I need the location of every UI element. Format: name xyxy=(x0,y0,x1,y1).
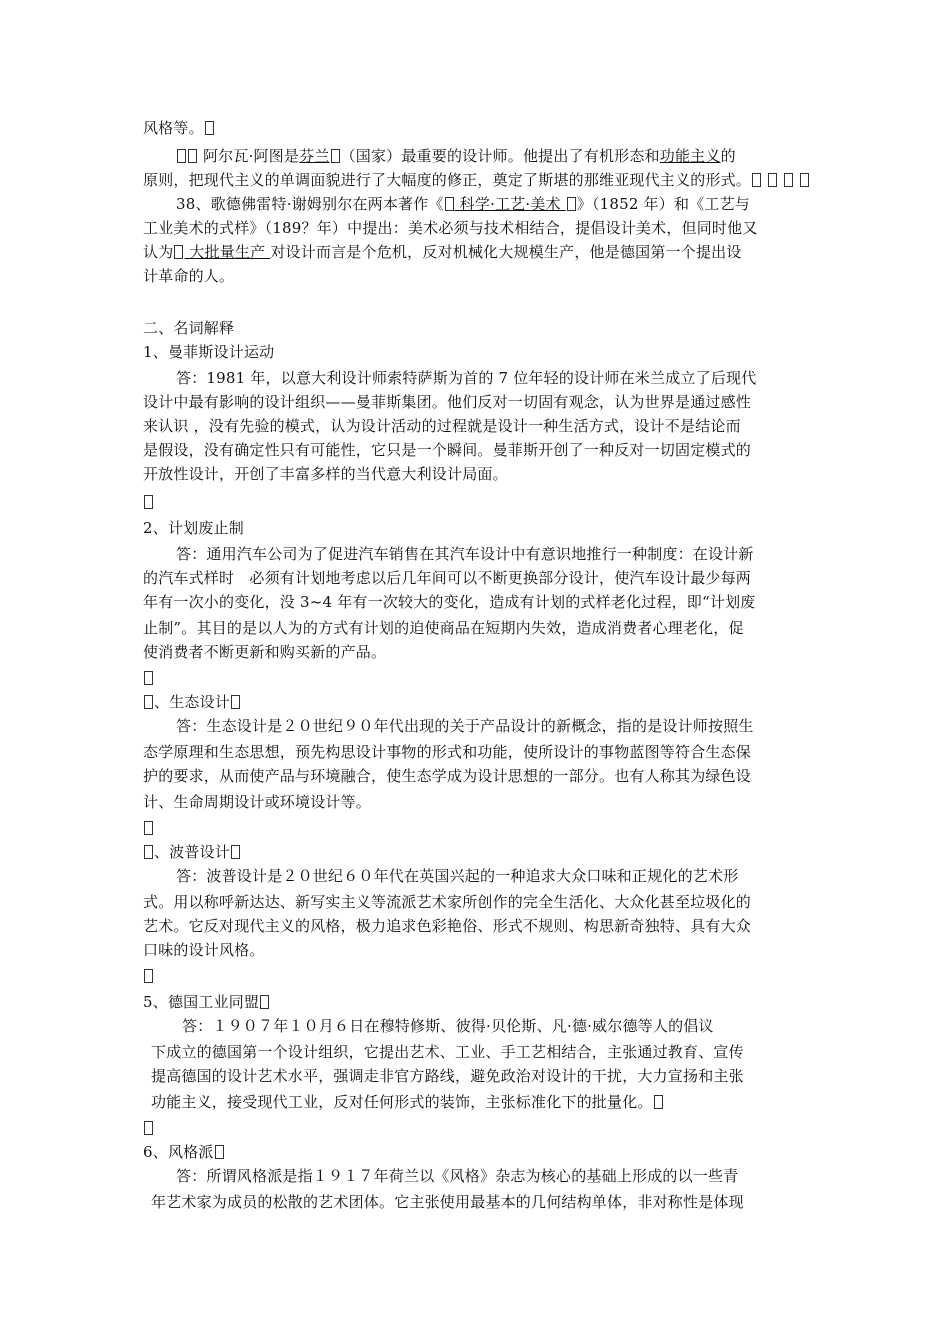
missing-glyph-icon xyxy=(205,121,214,135)
missing-glyph-icon xyxy=(215,1145,224,1159)
intro-line xyxy=(143,118,215,138)
intro-line xyxy=(143,170,810,190)
missing-glyph-icon xyxy=(800,173,809,187)
text: 阿尔瓦·阿图是 xyxy=(202,147,300,165)
term-answer-line: 使消费者不断更新和购买新的产品。 xyxy=(143,643,387,661)
missing-glyph-icon xyxy=(144,821,153,835)
missing-glyph-icon xyxy=(144,495,153,509)
term-answer-line: 式。用以称呼新达达、新写实主义等流派艺术家所创作的完全生活化、大众化甚至垃圾化的 xyxy=(143,893,752,911)
item-38-line xyxy=(143,218,758,238)
text: 风格等。 xyxy=(143,119,204,137)
text: 原则，把现代主义的单调面貌进行了大幅度的修正，奠定了斯堪的那维亚现代主义的形式。 xyxy=(143,171,752,189)
term-answer-line: 年有一次小的变化，没 3~4 年有一次较大的变化，造成有计划的式样老化过程，即“计划废 xyxy=(143,593,756,611)
term-answer-line: 艺术。它反对现代主义的风格，极力追求色彩艳俗、形式不规则、构思新奇独特、具有大众 xyxy=(143,917,752,935)
missing-glyph-icon xyxy=(144,1121,153,1135)
term-heading: 2、计划废止制 xyxy=(143,519,244,537)
text: 、波普设计 xyxy=(154,843,231,861)
term-answer-line: 开放性设计，开创了丰富多样的当代意大利设计局面。 xyxy=(143,465,508,483)
missing-glyph-icon xyxy=(445,197,454,211)
missing-glyph-icon xyxy=(784,173,793,187)
item-38-line xyxy=(143,242,742,262)
missing-glyph-icon xyxy=(752,173,761,187)
term-answer-line: 答：通用汽车公司为了促进汽车销售在其汽车设计中有意识地推行一种制度：在设计新 xyxy=(176,545,754,563)
blank-line xyxy=(143,818,154,838)
term-answer-line: 口味的设计风格。 xyxy=(143,941,265,959)
term-answer-line: 态学原理和生态思想，预先构思设计事物的形式和功能，使所设计的事物蓝图等符合生态保 xyxy=(143,743,752,761)
underlined-answer: 功能主义 xyxy=(659,147,721,165)
text: 38、歌德佛雷特·谢姆别尔在两本著作《 xyxy=(176,195,444,213)
term-answer-line: 设计中最有影响的设计组织——曼菲斯集团。他们反对一切固有观念，认为世界是通过感性 xyxy=(143,393,752,411)
term-answer-line: 提高德国的设计艺术水平，强调走非官方路线，避免政治对设计的干扰，大力宣扬和主张 xyxy=(151,1067,744,1085)
term-answer-line: 护的要求，从而使产品与环境融合，使生态学成为设计思想的一部分。也有人称其为绿色设 xyxy=(143,767,752,785)
text: 计革命的人。 xyxy=(143,267,235,285)
text: 5、德国工业同盟 xyxy=(143,993,260,1011)
blank-line xyxy=(143,1118,154,1138)
term-answer-line: 答：所谓风格派是指１９１７年荷兰以《风格》杂志为核心的基础上形成的以一些青 xyxy=(176,1167,739,1185)
term-answer-line: 来认识 ，没有先验的模式，认为设计活动的过程就是设计一种生活方式，设计不是结论而 xyxy=(143,417,741,435)
text: 的 xyxy=(720,147,736,165)
term-answer-line: 下成立的德国第一个设计组织，它提出艺术、工业、手工艺相结合，主张通过教育、宣传 xyxy=(151,1043,744,1061)
missing-glyph-icon xyxy=(654,1095,663,1109)
text: 》（1852 年）和《工艺与 xyxy=(576,195,750,213)
text: 6、风格派 xyxy=(143,1143,214,1161)
term-answer-line: 止制”。其目的是以人为的方式有计划的迫使商品在短期内失效，造成消费者心理老化，促 xyxy=(143,619,744,637)
text: 对设计而言是个危机，反对机械化大规模生产，他是德国第一个提出设 xyxy=(270,243,742,261)
term-answer-line: 计、生命周期设计或环境设计等。 xyxy=(143,793,372,811)
term-heading xyxy=(143,842,241,862)
term-answer-line: 是假设，没有确定性只有可能性，它只是一个瞬间。曼菲斯开创了一种反对一切固定模式的 xyxy=(143,441,752,459)
missing-glyph-icon xyxy=(144,695,153,709)
term-answer-line: 答：１９０７年１０月６日在穆特修斯、彼得·贝伦斯、凡·德·威尔德等人的倡议 xyxy=(182,1017,714,1035)
term-heading xyxy=(143,692,241,712)
term-answer-line: 年艺术家为成员的松散的艺术团体。它主张使用最基本的几何结构单体，非对称性是体现 xyxy=(151,1193,744,1211)
term-heading: 1、曼菲斯设计运动 xyxy=(143,343,275,361)
missing-glyph-icon xyxy=(144,845,153,859)
blank-line xyxy=(143,668,154,688)
text: 工业美术的式样》（189？年）中提出：美术必须与技术相结合，提倡设计美术，但同时他又 xyxy=(143,219,758,237)
text: 认为 xyxy=(143,243,174,261)
text: 、生态设计 xyxy=(154,693,231,711)
item-38-line xyxy=(143,266,234,286)
item-38-line xyxy=(176,194,750,214)
underlined-answer: 科学·工艺·美术 xyxy=(454,195,566,213)
blank-line xyxy=(143,492,154,512)
term-answer-line: 答：1981 年，以意大利设计师索特萨斯为首的 7 位年轻的设计师在米兰成立了后现代 xyxy=(176,369,757,387)
term-heading xyxy=(143,1142,225,1162)
missing-glyph-icon xyxy=(768,173,777,187)
missing-glyph-icon xyxy=(144,671,153,685)
missing-glyph-icon xyxy=(188,149,197,163)
missing-glyph-icon xyxy=(567,197,576,211)
blank-line xyxy=(143,966,154,986)
term-answer-line: 的汽车式样时 必须有计划地考虑以后几年间可以不断更换部分设计，使汽车设计最少每两 xyxy=(143,569,752,587)
missing-glyph-icon xyxy=(331,149,340,163)
underlined-answer: 芬兰 xyxy=(299,147,330,165)
missing-glyph-icon xyxy=(231,695,240,709)
missing-glyph-icon xyxy=(174,245,183,259)
missing-glyph-icon xyxy=(260,995,269,1009)
missing-glyph-icon xyxy=(231,845,240,859)
intro-line xyxy=(176,146,736,166)
underlined-answer: 大批量生产 xyxy=(184,243,271,261)
missing-glyph-icon xyxy=(144,969,153,983)
section-title: 二、名词解释 xyxy=(143,319,235,337)
term-answer-line: 答：生态设计是２０世纪９０年代出现的关于产品设计的新概念，指的是设计师按照生 xyxy=(176,717,754,735)
term-answer-line xyxy=(151,1092,664,1112)
missing-glyph-icon xyxy=(177,149,186,163)
text: （国家）最重要的设计师。他提出了有机形态和 xyxy=(340,147,660,165)
term-answer-line: 答：波普设计是２０世纪６０年代在英国兴起的一种追求大众口味和正规化的艺术形 xyxy=(176,867,739,885)
term-heading xyxy=(143,992,270,1012)
text: 功能主义，接受现代工业，反对任何形式的装饰，主张标准化下的批量化。 xyxy=(151,1093,653,1111)
